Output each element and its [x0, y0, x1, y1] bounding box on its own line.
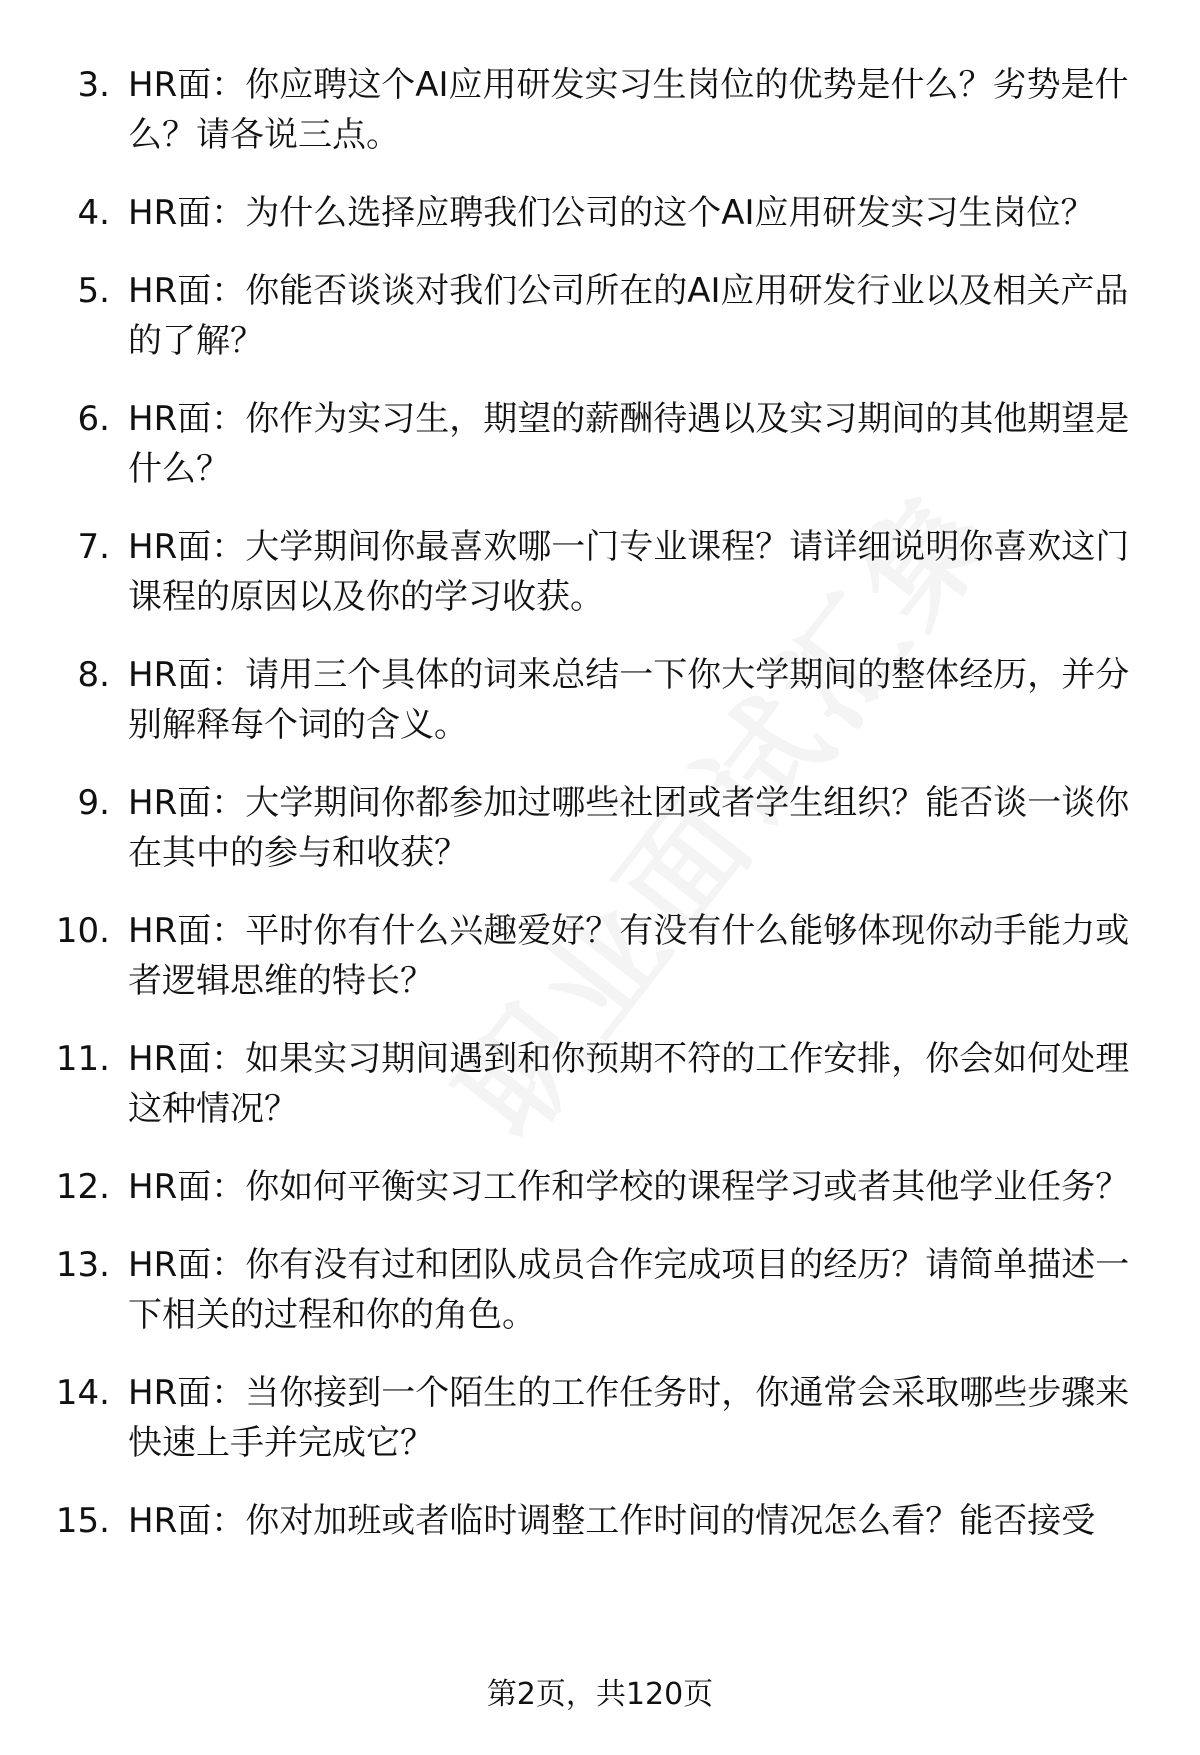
item-number: 3.	[77, 65, 110, 105]
item-text: HR面：你作为实习生，期望的薪酬待遇以及实习期间的其他期望是什么？	[128, 399, 1130, 489]
item-text: HR面：大学期间你最喜欢哪一门专业课程？请详细说明你喜欢这门课程的原因以及你的学习收获。	[128, 527, 1130, 617]
list-item	[0, 1034, 1200, 1134]
list-item	[0, 1162, 1200, 1212]
item-number: 6.	[77, 399, 110, 439]
item-number: 14.	[55, 1373, 110, 1413]
list-item	[0, 1496, 1200, 1546]
item-number: 15.	[55, 1501, 110, 1541]
item-text: HR面：请用三个具体的词来总结一下你大学期间的整体经历，并分别解释每个词的含义。	[128, 655, 1130, 745]
page-footer: 第2页，共120页	[486, 1677, 714, 1712]
item-text: HR面：你能否谈谈对我们公司所在的AI应用研发行业以及相关产品的了解？	[128, 271, 1129, 361]
item-text: HR面：你应聘这个AI应用研发实习生岗位的优势是什么？劣势是什么？请各说三点。	[128, 65, 1129, 155]
list-item	[0, 906, 1200, 1006]
item-text: HR面：为什么选择应聘我们公司的这个AI应用研发实习生岗位？	[128, 193, 1095, 233]
item-text: HR面：平时你有什么兴趣爱好？有没有什么能够体现你动手能力或者逻辑思维的特长？	[128, 911, 1130, 1001]
question-list	[0, 60, 1200, 1574]
item-number: 4.	[77, 193, 110, 233]
item-text: HR面：你如何平衡实习工作和学校的课程学习或者其他学业任务？	[128, 1167, 1130, 1207]
list-item	[0, 188, 1200, 238]
item-text: HR面：大学期间你都参加过哪些社团或者学生组织？能否谈一谈你在其中的参与和收获？	[128, 783, 1130, 873]
list-item	[0, 650, 1200, 750]
list-item	[0, 394, 1200, 494]
list-item	[0, 522, 1200, 622]
list-item	[0, 60, 1200, 160]
list-item	[0, 1368, 1200, 1468]
item-number: 5.	[77, 271, 110, 311]
item-number: 12.	[55, 1167, 110, 1207]
item-text: HR面：当你接到一个陌生的工作任务时，你通常会采取哪些步骤来快速上手并完成它？	[128, 1373, 1130, 1463]
list-item	[0, 1240, 1200, 1340]
list-item	[0, 778, 1200, 878]
item-text: HR面：如果实习期间遇到和你预期不符的工作安排，你会如何处理这种情况？	[128, 1039, 1130, 1129]
item-text: HR面：你有没有过和团队成员合作完成项目的经历？请简单描述一下相关的过程和你的角色。	[128, 1245, 1130, 1335]
item-number: 11.	[55, 1039, 110, 1079]
item-number: 10.	[55, 911, 110, 951]
item-number: 7.	[77, 527, 110, 567]
item-number: 8.	[77, 655, 110, 695]
item-number: 13.	[55, 1245, 110, 1285]
list-item	[0, 266, 1200, 366]
item-text: HR面：你对加班或者临时调整工作时间的情况怎么看？能否接受	[128, 1501, 1096, 1541]
item-number: 9.	[77, 783, 110, 823]
